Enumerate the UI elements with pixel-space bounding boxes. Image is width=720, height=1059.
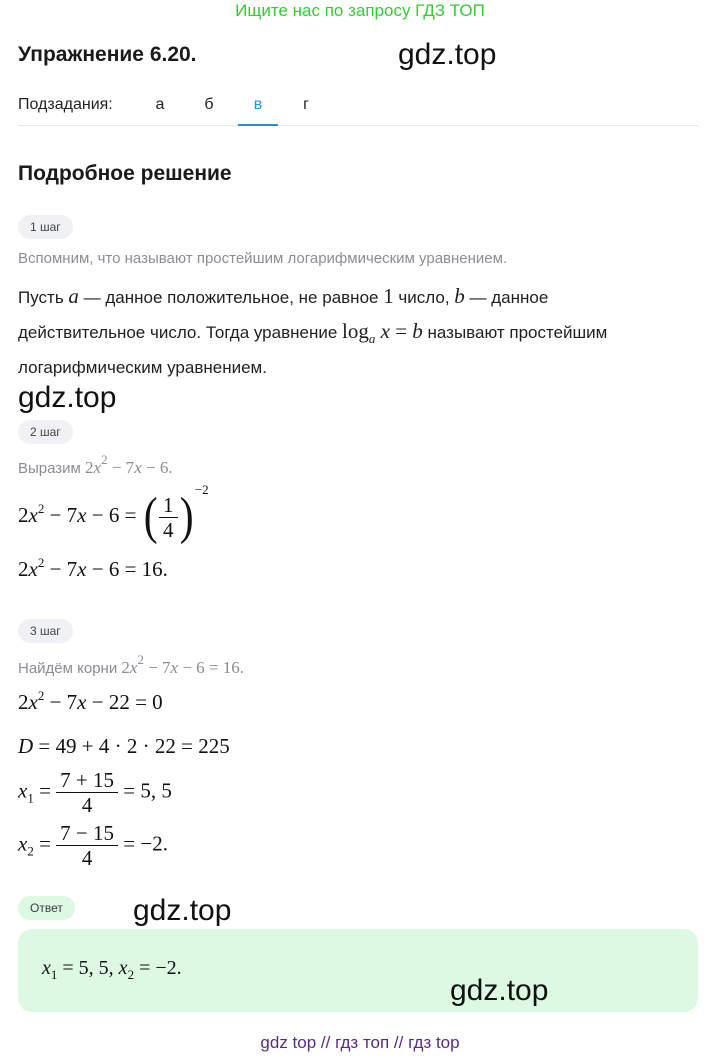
step-2-equation-2: $2x^2 - 7x - 6 = 16$.: [18, 555, 168, 581]
promo-banner[interactable]: Ищите нас по запросу ГДЗ ТОП: [235, 1, 485, 20]
tab-v[interactable]: в: [238, 96, 278, 126]
page-title: Упражнение 6.20.: [18, 43, 197, 66]
subtasks-bar: [18, 92, 698, 126]
step-3-equation-1: $2x^2 - 7x - 22 = 0$: [18, 688, 163, 714]
step-1-badge: 1 шаг: [18, 215, 73, 239]
step-2-equation-1: $2x^2 - 7x - 6$ = ( $\frac{1}{4}$ ) $^{-2}$: [18, 482, 209, 546]
subtasks-label: Подзадания:: [18, 96, 113, 113]
watermark: gdz.top: [398, 38, 497, 71]
step-3-badge: 3 шаг: [18, 619, 73, 643]
step-1-line-3: логарифмическим уравнением.: [18, 358, 267, 377]
step-3-hint: Найдём корни $2x^2 - 7x - 6 = 16$.: [18, 652, 245, 677]
answer-badge: Ответ: [18, 896, 75, 920]
step-2-hint: Выразим $2x^2 - 7x - 6$.: [18, 452, 173, 477]
watermark: gdz.top: [133, 894, 232, 927]
answer-box: [18, 929, 698, 1012]
step-3-discriminant: D = 49 + 4 · 2 · 22 = 225: [18, 734, 230, 758]
step-2-badge: 2 шаг: [18, 420, 73, 444]
tab-a[interactable]: а: [155, 96, 165, 113]
tab-g[interactable]: г: [303, 96, 309, 113]
step-1-line-2: действительное число. Тогда уравнение $\log_a x = b$ называют простейшим: [18, 319, 608, 346]
watermark: gdz.top: [450, 974, 549, 1007]
footer-links[interactable]: gdz top // гдз топ // гдз top: [260, 1033, 460, 1052]
step-3-root-1: $x_1$ = $\frac{7 + 15}{4}$ = 5, 5: [18, 768, 172, 817]
step-1-hint: Вспомним, что называют простейшим логарифмическим уравнением.: [18, 250, 508, 267]
section-title: Подробное решение: [18, 162, 232, 185]
tab-b[interactable]: б: [204, 96, 214, 113]
answer-equation: $x_1 = 5$, 5, $x_2 = -2$.: [42, 957, 182, 982]
watermark: gdz.top: [18, 381, 117, 414]
step-3-root-2: $x_2$ = $\frac{7 - 15}{4}$ = −2.: [18, 821, 168, 870]
step-1-line-1: Пусть a — данное положительное, не равное 1 число, b — данное: [18, 284, 549, 308]
